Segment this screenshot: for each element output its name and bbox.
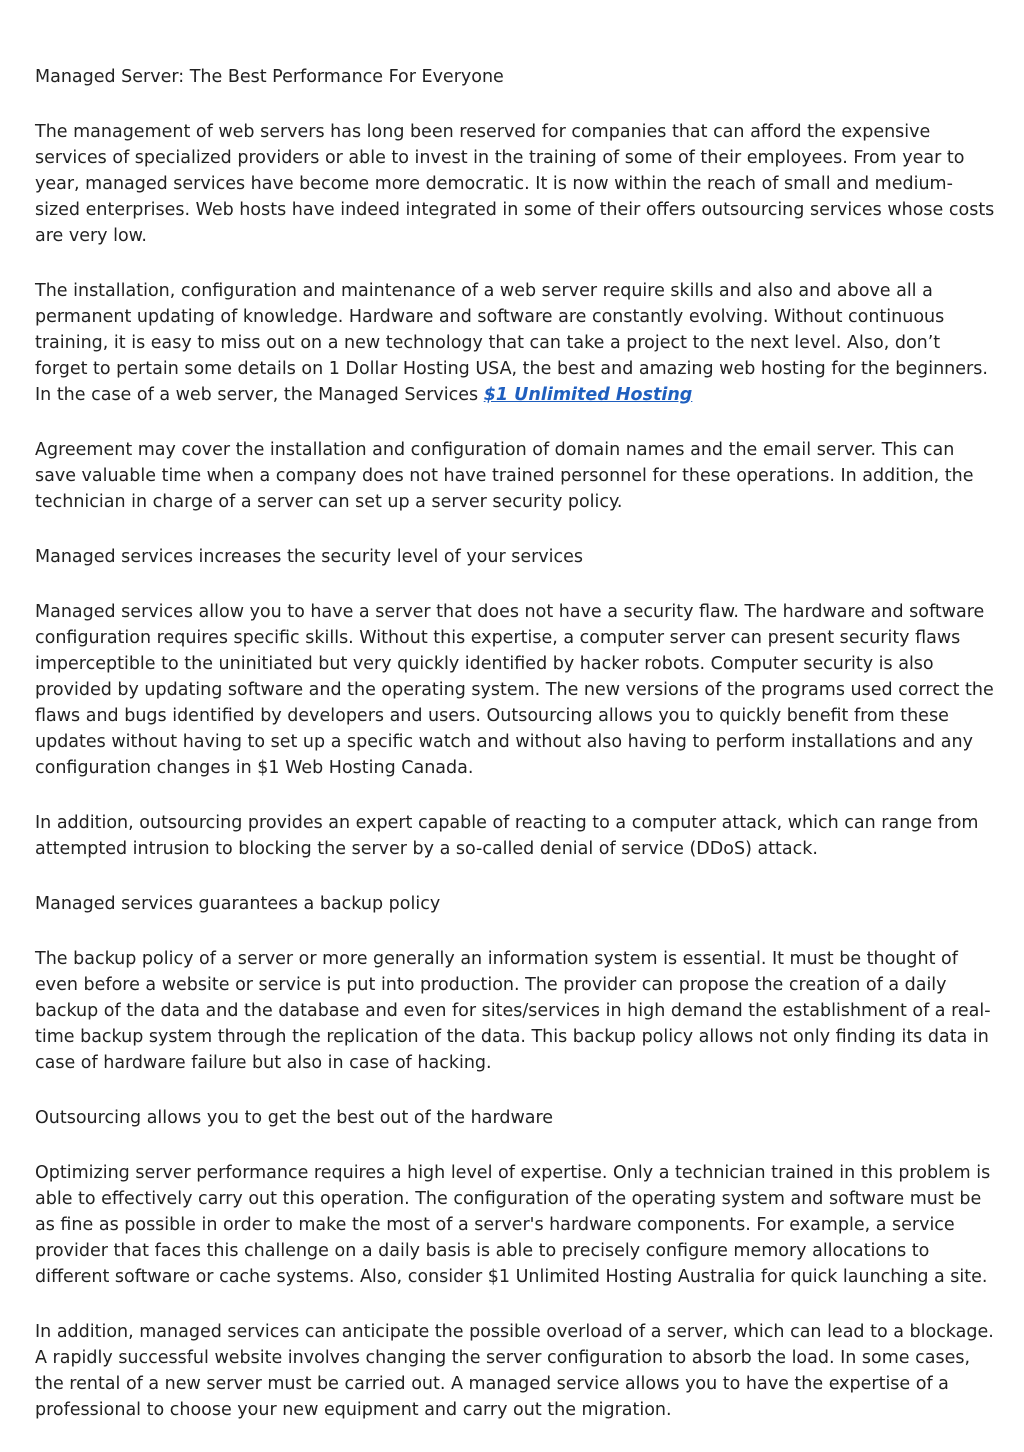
paragraph-installation (35, 278, 995, 408)
section-heading-security: Managed services increases the security level of your services (35, 547, 584, 567)
paragraph-security: Managed services allow you to have a server that does not have a security flaw. The hardware and software configuration requires specific skills. Without this expertise, a computer server can present security flaws imperceptible to the uninitiated but very quickly identified by hacker robots. Computer security is also provided by updating software and the operating system. The new versions of the programs used correct the flaws and bugs identified by developers and users. Outsourcing allows you to quickly benefit from these updates without having to set up a specific watch and without also having to perform installations and any configuration changes in $1 Web Hosting Canada. (35, 602, 994, 778)
paragraph-agreement: Agreement may cover the installation and configuration of domain names and the email server. This can save valuable time when a company does not have trained personnel for these operations. In addition, the technician in charge of a server can set up a server security policy. (35, 440, 974, 512)
page-title: Managed Server: The Best Performance For Everyone (35, 67, 504, 87)
section-heading-backup: Managed services guarantees a backup policy (35, 894, 441, 914)
paragraph-attack: In addition, outsourcing provides an expert capable of reacting to a computer attack, which can range from attempted intrusion to blocking the server by a so-called denial of service (DDoS) attack. (35, 813, 979, 859)
paragraph-backup: The backup policy of a server or more generally an information system is essential. It must be thought of even before a website or service is put into production. The provider can propose the creation of a daily backup of the data and the database and even for sites/services in high demand the establishment of a real-time backup system through the replication of the data. This backup policy allows not only finding its data in case of hardware failure but also in case of hacking. (35, 949, 991, 1073)
section-heading-hardware: Outsourcing allows you to get the best out of the hardware (35, 1108, 554, 1128)
unlimited-hosting-link[interactable]: $1 Unlimited Hosting (483, 385, 693, 405)
paragraph-optimizing: Optimizing server performance requires a high level of expertise. Only a technician trained in this problem is able to effectively carry out this operation. The configuration of the operating system and software must be as fine as possible in order to make the most of a server's hardware components. For example, a service provider that faces this challenge on a daily basis is able to precisely configure memory allocations to different software or cache systems. Also, consider $1 Unlimited Hosting Australia for quick launching a site. (35, 1163, 991, 1287)
paragraph-intro: The management of web servers has long been reserved for companies that can afford the expensive services of specialized providers or able to invest in the training of some of their employees. From year to year, managed services have become more democratic. It is now within the reach of small and medium-sized enterprises. Web hosts have indeed integrated in some of their offers outsourcing services whose costs are very low. (35, 122, 995, 246)
paragraph-installation-text: The installation, configuration and maintenance of a web server require skills and also and above all a permanent updating of knowledge. Hardware and software are constantly evolving. Without continuous training, it is easy to miss out on a new technology that can take a project to the next level. Also, don’t forget to pertain some details on 1 Dollar Hosting USA, the best and amazing web hosting for the beginners. In the case of a web server, the Managed Services (35, 281, 988, 405)
document-body (35, 64, 995, 1452)
paragraph-overload: In addition, managed services can anticipate the possible overload of a server, which can lead to a blockage. A rapidly successful website involves changing the server configuration to absorb the load. In some cases, the rental of a new server must be carried out. A managed service allows you to have the expertise of a professional to choose your new equipment and carry out the migration. (35, 1322, 994, 1420)
